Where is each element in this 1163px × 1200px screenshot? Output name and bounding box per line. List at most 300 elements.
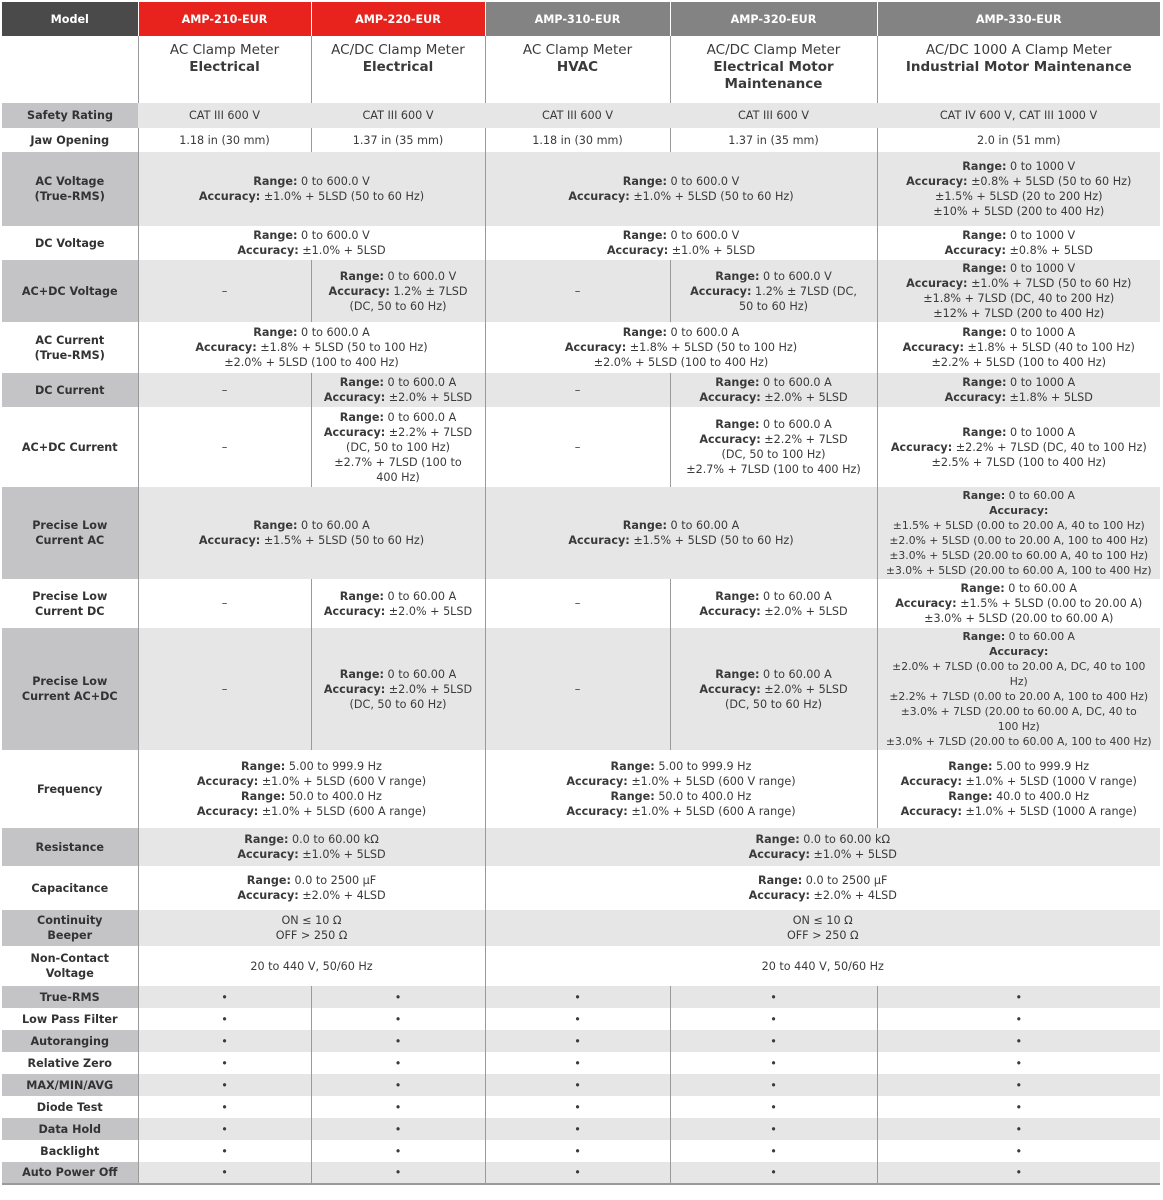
accuracy-extra: ±3.0% + 5LSD (20.00 to 60.00 A, 100 to 400 Hz) [885,564,1152,577]
range-key: Range: [715,269,760,283]
feature-label: Diode Test [2,1096,138,1118]
accuracy-value: ±1.0% + 5LSD [671,244,756,257]
feature-bullet: • [877,1030,1160,1052]
range-key: Range: [948,790,993,803]
meter-use: Industrial Motor Maintenance [905,59,1132,75]
feature-bullet: • [311,1074,485,1096]
cell: 20 to 440 V, 50/60 Hz [485,946,1160,986]
feature-bullet: • [877,1052,1160,1074]
range-key: Range: [339,269,384,283]
range-key: Range: [715,589,760,603]
range-value: 0.0 to 2500 µF [294,874,377,887]
range-value: 0 to 600.0 V [670,229,740,242]
feature-bullet: • [138,1118,311,1140]
range-key: Range: [715,667,760,681]
precise-low-current-dc-row [2,579,1160,628]
range-key: Range: [755,833,800,846]
meter-use: HVAC [556,59,599,75]
row-label [2,487,138,579]
cell [877,373,1160,407]
dash-cell: – [485,579,670,628]
accuracy-value: ±1.8% + 5LSD (40 to 100 Hz) [967,341,1135,354]
feature-bullet: • [670,1030,877,1052]
label-text: Precise Low Current AC+DC [21,675,118,703]
accuracy-extra: (DC, 50 to 60 Hz) [349,697,447,711]
feature-bullet: • [485,1074,670,1096]
range-key: Range: [241,760,286,773]
description-cell [485,36,670,103]
range-key: Range: [339,667,384,681]
feature-bullet: • [877,1140,1160,1162]
cell [877,628,1160,750]
row-label: Jaw Opening [2,128,138,152]
model-amp-210: AMP-210-EUR [138,2,311,36]
feature-bullet: • [138,1140,311,1162]
accuracy-key: Accuracy: [699,604,761,618]
accuracy-key: Accuracy: [568,534,630,547]
accuracy-value: ±1.0% + 5LSD (600 A range) [631,805,796,818]
accuracy-value: ±2.2% + 7LSD [764,433,848,446]
accuracy-value: ±1.0% + 5LSD (600 A range) [261,805,427,818]
accuracy-value: ±2.0% + 4LSD [302,889,386,902]
range-key: Range: [253,326,298,339]
accuracy-key: Accuracy: [328,284,390,298]
accuracy-key: Accuracy: [323,391,386,404]
cell [485,487,877,579]
feature-label: Autoranging [2,1030,138,1052]
accuracy-key: Accuracy: [906,175,968,188]
cell [485,322,877,373]
accuracy-key: Accuracy: [237,889,299,902]
cell [670,373,877,407]
accuracy-value: ±2.0% + 5LSD [764,682,848,696]
accuracy-extra: ±1.5% + 5LSD (0.00 to 20.00 A, 40 to 100 Hz) [892,519,1145,532]
cell [138,322,485,373]
accuracy-value: ±1.8% + 5LSD (50 to 100 Hz) [629,341,798,354]
ac-current-row [2,322,1160,373]
accuracy-key: Accuracy: [323,604,386,618]
cell [485,152,877,226]
accuracy-key: Accuracy: [323,682,386,696]
model-amp-330: AMP-330-EUR [877,2,1160,36]
row-label [2,628,138,750]
feature-bullet: • [311,1030,485,1052]
accuracy-key: Accuracy: [198,190,261,203]
accuracy-key: Accuracy: [606,244,669,257]
accuracy-value: ±2.0% + 5LSD [388,682,473,696]
accuracy-key: Accuracy: [748,889,810,902]
accuracy-key: Accuracy: [690,284,752,298]
spec-table [2,2,1160,1185]
capacitance-row [2,866,1160,910]
dash-cell: – [485,628,670,750]
accuracy-extra: ±2.0% + 5LSD (100 to 400 Hz) [593,356,769,369]
feature-bullet: • [485,1118,670,1140]
feature-bullet: • [138,1096,311,1118]
cell [485,828,1160,866]
row-label: Capacitance [2,866,138,910]
feature-bullet: • [485,986,670,1008]
ac-voltage-row [2,152,1160,226]
cell [670,260,877,322]
range-value: 5.00 to 999.9 Hz [288,760,382,773]
range-key: Range: [962,489,1006,502]
accuracy-extra: ±10% + 5LSD (200 to 400 Hz) [933,205,1105,218]
accuracy-extra: ±2.0% + 7LSD (0.00 to 20.00 A, DC, 40 to 100 Hz) [892,660,1146,688]
feature-bullet: • [485,1096,670,1118]
accuracy-value: 1.2% ± 7LSD (DC, 50 to 60 Hz) [738,284,857,313]
description-label [2,36,138,103]
accuracy-value: ±1.0% + 5LSD (50 to 60 Hz) [633,190,794,203]
jaw-row [2,128,1160,152]
dash-cell: – [138,373,311,407]
range-value: 0 to 600.0 A [763,418,832,431]
range-value: 0 to 60.00 A [1008,489,1075,502]
accuracy-key: Accuracy: [699,433,761,446]
meter-use: Electrical Motor Maintenance [713,59,834,92]
feature-row [2,1074,1160,1096]
range-key: Range: [962,229,1007,242]
cell: 1.37 in (35 mm) [311,128,485,152]
cell [311,373,485,407]
cell [485,750,877,828]
range-key: Range: [253,229,298,242]
accuracy-value: ±0.8% + 5LSD [1009,244,1093,257]
accuracy-key: Accuracy: [237,244,299,257]
cell [138,152,485,226]
non-contact-voltage-row [2,946,1160,986]
accuracy-extra: ±3.0% + 5LSD (20.00 to 60.00 A, 40 to 100 Hz) [889,549,1149,562]
cell: CAT IV 600 V, CAT III 1000 V [877,103,1160,128]
range-key: Range: [962,376,1007,389]
continuity-on: ON ≤ 10 Ω [281,914,342,927]
accuracy-key: Accuracy: [564,341,627,354]
range-value: 0 to 60.00 A [763,667,832,681]
accuracy-extra: ±3.0% + 7LSD (20.00 to 60.00 A, DC, 40 to 100 Hz) [900,705,1137,733]
cell [877,152,1160,226]
range-value: 50.0 to 400.0 Hz [288,790,382,803]
range-value: 0 to 60.00 A [763,589,832,603]
row-label [2,579,138,628]
feature-row [2,986,1160,1008]
precise-low-current-acdc-row [2,628,1160,750]
accuracy-extra: ±2.7% + 7LSD (100 to 400 Hz) [334,455,462,484]
feature-label: MAX/MIN/AVG [2,1074,138,1096]
accuracy-extra: (DC, 50 to 100 Hz) [345,440,451,454]
accuracy-value: ±2.0% + 5LSD [388,391,473,404]
range-value: 0 to 60.00 A [301,519,370,532]
feature-bullet: • [670,1096,877,1118]
meter-type: AC/DC 1000 A Clamp Meter [925,42,1112,58]
range-value: 0 to 60.00 A [1008,582,1077,595]
meter-use: Electrical [189,59,260,75]
feature-bullet: • [670,1140,877,1162]
feature-bullet: • [485,1008,670,1030]
accuracy-key: Accuracy: [195,341,257,354]
cell [877,407,1160,487]
accuracy-value: ±1.0% + 5LSD (50 to 60 Hz) [263,190,425,203]
description-cell [311,36,485,103]
accuracy-key: Accuracy: [198,534,261,547]
feature-bullet: • [138,1052,311,1074]
feature-bullet: • [670,1074,877,1096]
range-key: Range: [339,376,384,389]
accuracy-extra: ±1.5% + 5LSD (20 to 200 Hz) [935,190,1103,203]
accuracy-key: Accuracy: [566,805,628,818]
cell [138,866,485,910]
cell [485,226,877,260]
range-key: Range: [610,790,655,803]
ac-dc-voltage-row [2,260,1160,322]
range-value: 5.00 to 999.9 Hz [658,760,752,773]
accuracy-key: Accuracy: [900,805,962,818]
row-label: DC Current [2,373,138,407]
dash-cell: – [485,373,670,407]
feature-bullet: • [311,1118,485,1140]
accuracy-extra: ±2.5% + 7LSD (100 to 400 Hz) [931,455,1107,469]
feature-bullet: • [311,1162,485,1184]
accuracy-key: Accuracy: [196,805,259,818]
feature-bullet: • [138,1162,311,1184]
feature-bullet: • [877,1118,1160,1140]
feature-bullet: • [670,1052,877,1074]
feature-row [2,1140,1160,1162]
range-key: Range: [758,874,803,887]
accuracy-extra: ±2.2% + 7LSD (0.00 to 20.00 A, 100 to 400 Hz) [889,690,1149,703]
feature-bullet: • [670,1008,877,1030]
accuracy-key: Accuracy: [566,775,628,788]
range-key: Range: [962,160,1007,173]
range-value: 0.0 to 60.00 kΩ [292,833,379,846]
accuracy-extra: (DC, 50 to 60 Hz) [725,697,822,711]
range-key: Range: [253,175,298,188]
range-key: Range: [622,175,667,188]
feature-bullet: • [670,1118,877,1140]
feature-label: Backlight [2,1140,138,1162]
cell [311,260,485,322]
cell [877,226,1160,260]
cell [877,487,1160,579]
feature-bullet: • [138,1030,311,1052]
cell [877,750,1160,828]
range-value: 0 to 600.0 A [763,376,832,389]
accuracy-key: Accuracy: [944,244,1006,257]
dc-current-row [2,373,1160,407]
accuracy-value: ±1.0% + 5LSD (1000 A range) [965,805,1137,818]
accuracy-extra: ±3.0% + 7LSD (20.00 to 60.00 A, 100 to 400 Hz) [885,735,1152,748]
accuracy-key: Accuracy: [944,391,1006,404]
cell: 2.0 in (51 mm) [877,128,1160,152]
feature-bullet: • [138,986,311,1008]
cell [138,750,485,828]
range-key: Range: [962,425,1007,439]
accuracy-value: ±1.8% + 5LSD [1009,391,1093,404]
description-cell [670,36,877,103]
accuracy-extra: (DC, 50 to 100 Hz) [721,448,826,461]
range-key: Range: [948,760,993,773]
range-value: 0 to 600.0 A [387,376,457,389]
accuracy-extra: ±2.0% + 5LSD (100 to 400 Hz) [224,356,399,369]
cell: 20 to 440 V, 50/60 Hz [138,946,485,986]
range-value: 0 to 1000 A [1010,376,1076,389]
accuracy-value: ±1.5% + 5LSD (0.00 to 20.00 A) [960,597,1143,610]
cell [138,910,485,946]
accuracy-key: Accuracy: [699,391,761,404]
label-text: Continuity Beeper [37,914,103,942]
accuracy-extra: ±2.0% + 5LSD (0.00 to 20.00 A, 100 to 400 Hz) [889,534,1149,547]
label-text: Precise Low Current AC [32,519,108,547]
accuracy-value: ±2.0% + 5LSD [388,604,473,618]
feature-bullet: • [670,986,877,1008]
accuracy-value: ±1.0% + 7LSD (50 to 60 Hz) [971,277,1132,290]
range-value: 0 to 60.00 A [1008,630,1075,643]
range-key: Range: [622,229,667,242]
cell [670,407,877,487]
accuracy-extra: ±2.7% + 7LSD (100 to 400 Hz) [686,463,861,476]
feature-row [2,1118,1160,1140]
range-value: 0 to 600.0 V [301,175,370,188]
feature-bullet: • [311,1008,485,1030]
cell: CAT III 600 V [485,103,670,128]
feature-bullet: • [485,1030,670,1052]
accuracy-key: Accuracy: [748,848,810,861]
range-key: Range: [339,410,384,424]
cell: CAT III 600 V [311,103,485,128]
cell: CAT III 600 V [138,103,311,128]
ac-dc-current-row [2,407,1160,487]
feature-bullet: • [485,1052,670,1074]
range-value: 5.00 to 999.9 Hz [996,760,1090,773]
range-key: Range: [253,519,298,532]
cell [311,628,485,750]
accuracy-key: Accuracy: [323,425,386,439]
row-label: Safety Rating [2,103,138,128]
accuracy-value: ±1.8% + 5LSD (50 to 100 Hz) [260,341,428,354]
range-value: 0 to 1000 V [1010,229,1076,242]
feature-bullet: • [877,986,1160,1008]
row-label: AC+DC Voltage [2,260,138,322]
header-row [2,2,1160,36]
cell: CAT III 600 V [670,103,877,128]
feature-bullet: • [311,1140,485,1162]
feature-bullet: • [311,1052,485,1074]
range-value: 50.0 to 400.0 Hz [658,790,752,803]
accuracy-value: ±0.8% + 5LSD (50 to 60 Hz) [971,175,1132,188]
description-cell [877,36,1160,103]
dash-cell: – [138,260,311,322]
accuracy-value: 1.2% ± 7LSD [393,284,468,298]
row-label: DC Voltage [2,226,138,260]
accuracy-key: Accuracy: [902,341,964,354]
safety-row [2,103,1160,128]
feature-bullet: • [877,1074,1160,1096]
range-key: Range: [246,874,291,887]
range-value: 0 to 1000 V [1010,160,1076,173]
dash-cell: – [138,407,311,487]
cell [138,828,485,866]
accuracy-value: ±1.0% + 5LSD (600 V range) [261,775,427,788]
accuracy-value: ±1.0% + 5LSD [813,848,897,861]
feature-bullet: • [311,986,485,1008]
range-value: 0 to 1000 A [1010,425,1076,439]
feature-bullet: • [138,1008,311,1030]
accuracy-key: Accuracy: [568,190,630,203]
accuracy-key: Accuracy: [699,682,761,696]
model-header: Model [2,2,138,36]
range-value: 0 to 60.00 A [387,667,457,681]
accuracy-value: ±1.5% + 5LSD (50 to 60 Hz) [263,534,425,547]
range-key: Range: [960,582,1005,595]
model-amp-220: AMP-220-EUR [311,2,485,36]
model-amp-320: AMP-320-EUR [670,2,877,36]
cell [485,910,1160,946]
continuity-row [2,910,1160,946]
range-key: Range: [962,630,1006,643]
description-row [2,36,1160,103]
range-key: Range: [715,418,760,431]
label-text: Non-Contact Voltage [30,952,109,980]
row-label: AC+DC Current [2,407,138,487]
cell [138,487,485,579]
cell [311,407,485,487]
continuity-on: ON ≤ 10 Ω [792,914,853,927]
cell [485,866,1160,910]
accuracy-extra: (DC, 50 to 60 Hz) [349,299,447,313]
feature-row [2,1162,1160,1184]
feature-row [2,1096,1160,1118]
meter-type: AC Clamp Meter [522,42,633,58]
feature-label: Auto Power Off [2,1162,138,1184]
cell [877,260,1160,322]
feature-row [2,1008,1160,1030]
accuracy-key: Accuracy: [237,848,299,861]
range-value: 0.0 to 2500 µF [805,874,888,887]
label-text: AC Voltage (True-RMS) [34,175,105,203]
range-value: 0 to 600.0 A [301,326,370,339]
row-label [2,910,138,946]
row-label: Frequency [2,750,138,828]
feature-label: Relative Zero [2,1052,138,1074]
feature-bullet: • [670,1162,877,1184]
accuracy-extra: ±12% + 7LSD (200 to 400 Hz) [933,307,1105,320]
feature-label: True-RMS [2,986,138,1008]
accuracy-extra: ±1.8% + 7LSD (DC, 40 to 200 Hz) [923,292,1115,305]
feature-bullet: • [877,1162,1160,1184]
meter-type: AC/DC Clamp Meter [331,42,465,58]
range-value: 0 to 1000 V [1010,262,1076,275]
range-key: Range: [962,326,1007,339]
accuracy-value: ±1.0% + 5LSD (600 V range) [631,775,796,788]
accuracy-value: ±1.5% + 5LSD (50 to 60 Hz) [633,534,794,547]
range-value: 0 to 600.0 A [387,410,457,424]
range-key: Range: [622,519,667,532]
range-value: 0 to 60.00 A [387,589,457,603]
feature-bullet: • [311,1096,485,1118]
accuracy-key: Accuracy: [989,645,1049,658]
meter-type: AC Clamp Meter [169,42,280,58]
accuracy-value: ±1.0% + 5LSD [302,848,386,861]
dash-cell: – [138,628,311,750]
label-text: Precise Low Current DC [32,589,108,618]
accuracy-value: ±2.0% + 5LSD [764,604,848,618]
meter-use: Electrical [362,59,434,75]
feature-row [2,1052,1160,1074]
accuracy-key: Accuracy: [900,775,962,788]
feature-rows [2,986,1160,1184]
range-value: 0 to 600.0 V [387,269,457,283]
label-text: AC Current (True-RMS) [34,333,105,362]
accuracy-key: Accuracy: [895,597,957,610]
